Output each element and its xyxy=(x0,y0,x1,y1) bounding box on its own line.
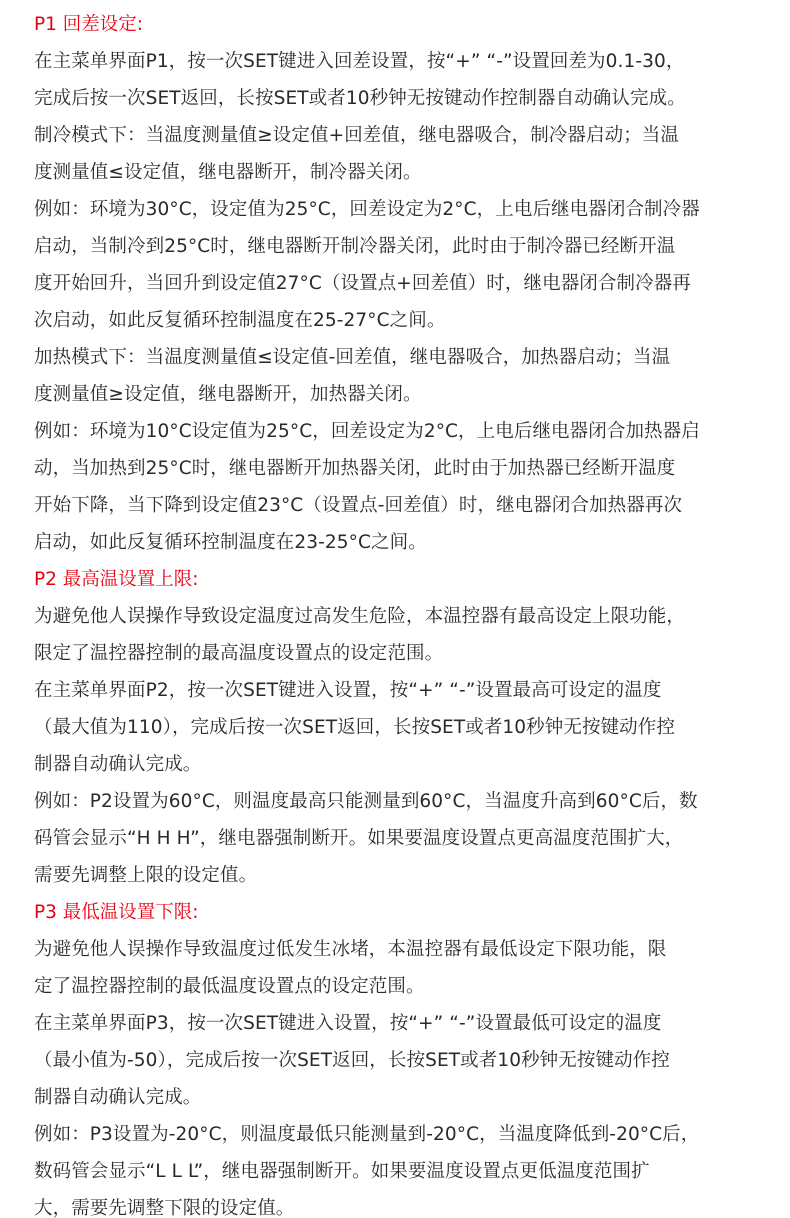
paragraph-line: 完成后按一次SET返回，长按SET或者10秒钟无按键动作控制器自动确认完成。 xyxy=(34,88,686,109)
paragraph xyxy=(34,1005,770,1116)
paragraph-line: 限定了温控器控制的最高温度设置点的设定范围。 xyxy=(34,643,444,664)
paragraph-line: 加热模式下：当温度测量值≤设定值-回差值，继电器吸合，加热器启动；当温 xyxy=(34,347,671,368)
paragraph-line: 启动，当制冷到25°C时，继电器断开制冷器关闭，此时由于制冷器已经断开温 xyxy=(34,236,676,257)
section-p2 xyxy=(34,561,770,894)
section-heading: P3 最低温设置下限: xyxy=(34,902,199,923)
paragraph-line: 制器自动确认完成。 xyxy=(34,1087,202,1108)
paragraph-line: 大，需要先调整下限的设定值。 xyxy=(34,1198,295,1218)
paragraph-line: 度测量值≤设定值，继电器断开，制冷器关闭。 xyxy=(34,162,422,183)
paragraph-line: 例如：P3设置为-20°C，则温度最低只能测量到-20°C，当温度降低到-20°C后， xyxy=(34,1124,700,1145)
paragraph-line: 度开始回升，当回升到设定值27°C（设置点+回差值）时，继电器闭合制冷器再 xyxy=(34,273,691,294)
paragraph-line: 数码管会显示“L L L”，继电器强制断开。如果要温度设置点更低温度范围扩 xyxy=(34,1161,650,1182)
paragraph-line: 在主菜单界面P3，按一次SET键进入设置，按“+” “-”设置最低可设定的温度 xyxy=(34,1013,662,1034)
paragraph-line: 度测量值≥设定值，继电器断开，加热器关闭。 xyxy=(34,384,422,405)
paragraph-line: 动，当加热到25°C时，继电器断开加热器关闭，此时由于加热器已经断开温度 xyxy=(34,458,676,479)
section-heading: P2 最高温设置上限: xyxy=(34,569,199,590)
paragraph xyxy=(34,672,770,783)
paragraph-line: 例如：环境为10°C设定值为25°C，回差设定为2°C，上电后继电器闭合加热器启 xyxy=(34,421,700,442)
paragraph-line: 需要先调整上限的设定值。 xyxy=(34,865,258,886)
section-p3 xyxy=(34,894,770,1218)
paragraph xyxy=(34,43,770,117)
section-heading: P1 回差设定: xyxy=(34,14,144,35)
paragraph-line: 在主菜单界面P2，按一次SET键进入设置，按“+” “-”设置最高可设定的温度 xyxy=(34,680,662,701)
paragraph xyxy=(34,339,770,413)
paragraph-line: 在主菜单界面P1，按一次SET键进入回差设置，按“+” “-”设置回差为0.1-30， xyxy=(34,51,685,72)
paragraph xyxy=(34,598,770,672)
paragraph-line: 例如：P2设置为60°C，则温度最高只能测量到60°C，当温度升高到60°C后，数 xyxy=(34,791,698,812)
paragraph-line: （最大值为110），完成后按一次SET返回，长按SET或者10秒钟无按键动作控 xyxy=(34,717,675,738)
paragraph-line: 码管会显示“H H H”，继电器强制断开。如果要温度设置点更高温度范围扩大， xyxy=(34,828,684,849)
paragraph xyxy=(34,783,770,894)
paragraph-line: 启动，如此反复循环控制温度在23-25°C之间。 xyxy=(34,532,427,553)
section-p1 xyxy=(34,6,770,561)
paragraph-line: 例如：环境为30°C，设定值为25°C，回差设定为2°C，上电后继电器闭合制冷器 xyxy=(34,199,700,220)
paragraph xyxy=(34,1116,770,1218)
paragraph-line: 开始下降，当下降到设定值23°C（设置点-回差值）时，继电器闭合加热器再次 xyxy=(34,495,683,516)
paragraph-line: （最小值为-50），完成后按一次SET返回，长按SET或者10秒钟无按键动作控 xyxy=(34,1050,670,1071)
paragraph-line: 制器自动确认完成。 xyxy=(34,754,202,775)
paragraph-line: 制冷模式下：当温度测量值≥设定值+回差值，继电器吸合，制冷器启动；当温 xyxy=(34,125,680,146)
paragraph xyxy=(34,117,770,191)
paragraph-line: 次启动，如此反复循环控制温度在25-27°C之间。 xyxy=(34,310,446,331)
paragraph xyxy=(34,191,770,339)
paragraph xyxy=(34,931,770,1005)
paragraph-line: 为避免他人误操作导致设定温度过高发生危险，本温控器有最高设定上限功能， xyxy=(34,606,686,627)
paragraph-line: 为避免他人误操作导致温度过低发生冰堵，本温控器有最低设定下限功能，限 xyxy=(34,939,667,960)
paragraph-line: 定了温控器控制的最低温度设置点的设定范围。 xyxy=(34,976,425,997)
paragraph xyxy=(34,413,770,561)
